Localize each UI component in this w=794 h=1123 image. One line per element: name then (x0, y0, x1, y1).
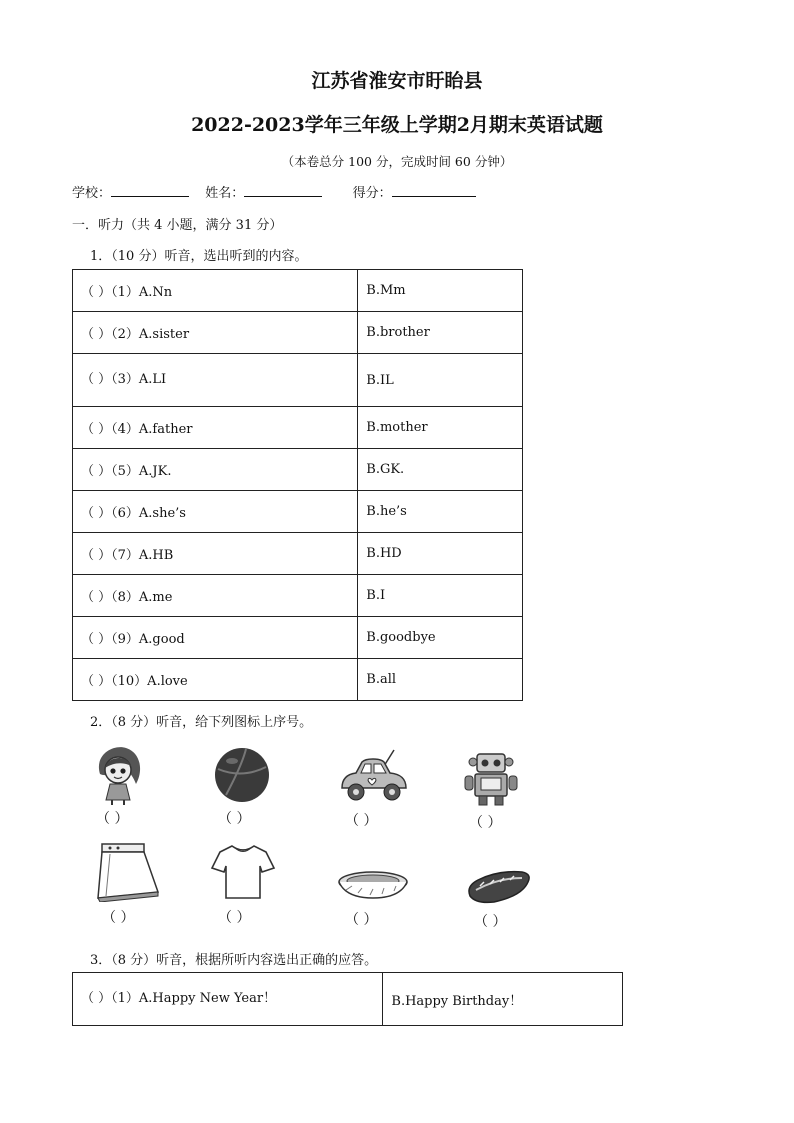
pie-icon (336, 868, 410, 900)
option-b[interactable]: B.GK. (358, 449, 523, 491)
school-blank[interactable] (111, 184, 189, 197)
table-row (73, 973, 623, 1026)
answer-blank[interactable]: （ ） (218, 910, 251, 926)
answer-blank[interactable]: （ ） (218, 811, 251, 827)
option-b[interactable]: B.Mm (358, 270, 523, 312)
option-b[interactable]: B.HD (358, 533, 523, 575)
option-a[interactable]: （ ）（4）A.father (73, 407, 358, 449)
exam-note: （本卷总分 100 分，完成时间 60 分钟） (281, 154, 513, 169)
option-a[interactable]: （ ）（2）A.sister (73, 312, 358, 354)
option-b[interactable]: B.brother (358, 312, 523, 354)
tshirt-icon (210, 842, 276, 902)
hotdog-icon (464, 866, 532, 906)
option-b[interactable]: B.IL (358, 354, 523, 407)
option-a[interactable]: （ ）（9）A.good (73, 617, 358, 659)
student-info-row (72, 182, 476, 201)
question1-prompt: 1．（10 分）听音，选出听到的内容。 (90, 249, 308, 264)
option-b[interactable]: B.he’s (358, 491, 523, 533)
table-row (73, 270, 523, 312)
score-label: 得分： (352, 186, 392, 201)
girl-icon (92, 744, 144, 806)
option-a[interactable]: （ ）（1）A.Happy New Year！ (73, 973, 383, 1026)
table-row (73, 617, 523, 659)
option-b[interactable]: B.all (358, 659, 523, 701)
page-title-line2: 2022-2023学年三年级上学期2月期末英语试题 (191, 114, 603, 136)
option-a[interactable]: （ ）（7）A.HB (73, 533, 358, 575)
name-label: 姓名： (205, 186, 245, 201)
table-row (73, 575, 523, 617)
option-a[interactable]: （ ）（8）A.me (73, 575, 358, 617)
question1-table (72, 269, 523, 701)
ball-icon (212, 745, 272, 805)
school-label: 学校： (72, 186, 112, 201)
table-row (73, 449, 523, 491)
option-b[interactable]: B.I (358, 575, 523, 617)
answer-blank[interactable]: （ ） (474, 914, 507, 930)
answer-blank[interactable]: （ ） (469, 815, 502, 831)
car-icon (338, 748, 410, 804)
skirt-icon (92, 840, 162, 902)
answer-blank[interactable]: （ ） (102, 910, 135, 926)
question2-prompt: 2．（8 分）听音，给下列图标上序号。 (90, 715, 313, 730)
option-b[interactable]: B.Happy Birthday！ (383, 973, 623, 1026)
option-a[interactable]: （ ）（5）A.JK. (73, 449, 358, 491)
robot-icon (463, 748, 519, 808)
page-title-line1: 江苏省淮安市盱眙县 (311, 70, 483, 92)
table-row (73, 533, 523, 575)
table-row (73, 407, 523, 449)
table-row (73, 312, 523, 354)
question3-prompt: 3．（8 分）听音，根据所听内容选出正确的应答。 (90, 953, 378, 968)
option-a[interactable]: （ ）（1）A.Nn (73, 270, 358, 312)
answer-blank[interactable]: （ ） (345, 912, 378, 928)
option-b[interactable]: B.goodbye (358, 617, 523, 659)
question3-table (72, 972, 623, 1026)
option-b[interactable]: B.mother (358, 407, 523, 449)
table-row (73, 354, 523, 407)
option-a[interactable]: （ ）（6）A.she’s (73, 491, 358, 533)
score-blank[interactable] (392, 184, 476, 197)
table-row (73, 659, 523, 701)
table-row (73, 491, 523, 533)
answer-blank[interactable]: （ ） (345, 813, 378, 829)
option-a[interactable]: （ ）（3）A.LI (73, 354, 358, 407)
answer-blank[interactable]: （ ） (96, 811, 129, 827)
name-blank[interactable] (244, 184, 322, 197)
section-heading: 一．听力（共 4 小题，满分 31 分） (72, 218, 283, 233)
option-a[interactable]: （ ）（10）A.love (73, 659, 358, 701)
